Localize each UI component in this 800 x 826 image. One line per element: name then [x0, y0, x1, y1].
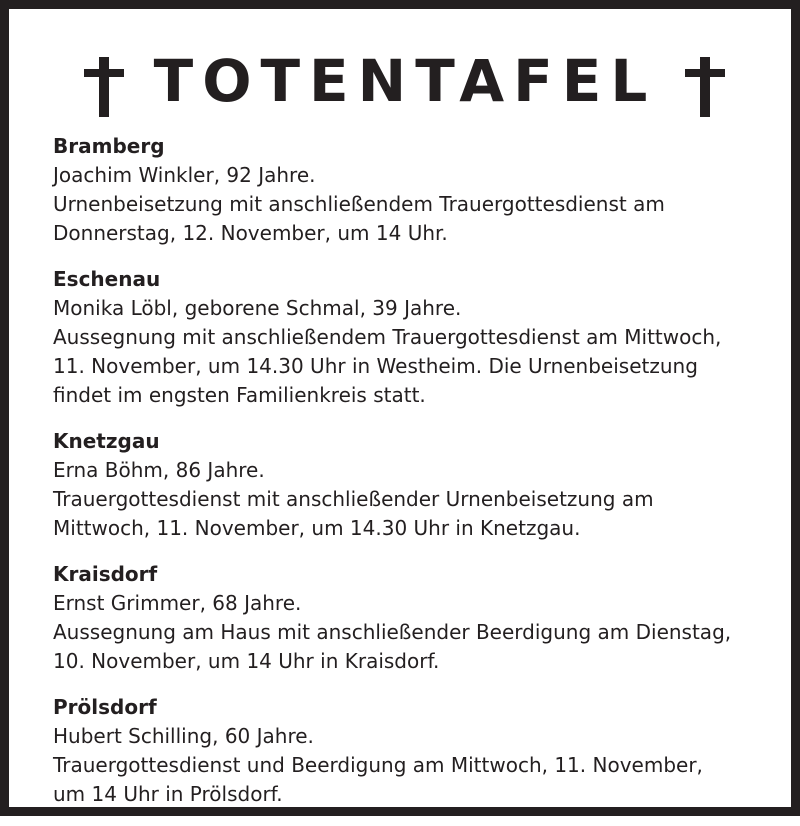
entry-place: Bramberg: [53, 134, 165, 158]
entry-name-line: Monika Löbl, geborene Schmal, 39 Jahre.: [53, 296, 462, 320]
entry-place: Knetzgau: [53, 429, 160, 453]
cross-icon: [685, 57, 725, 117]
entry-detail-line: Trauergottesdienst und Beerdigung am Mittwoch, 11. November,: [53, 753, 703, 777]
entry-name-line: Erna Böhm, 86 Jahre.: [53, 458, 265, 482]
obituary-entry: [53, 265, 761, 410]
obituary-entry: [53, 560, 761, 676]
obituary-entry: [53, 427, 761, 543]
entry-detail-line: um 14 Uhr in Prölsdorf.: [53, 782, 283, 806]
obituary-list: [53, 132, 761, 826]
entry-detail-line: Aussegnung am Haus mit anschließender Beerdigung am Dienstag,: [53, 620, 732, 644]
entry-detail-line: Aussegnung mit anschließendem Trauergottesdienst am Mittwoch,: [53, 325, 722, 349]
entry-place: Prölsdorf: [53, 695, 157, 719]
entry-detail-line: Mittwoch, 11. November, um 14.30 Uhr in Knetzgau.: [53, 516, 581, 540]
entry-name-line: Ernst Grimmer, 68 Jahre.: [53, 591, 302, 615]
entry-detail-line: Donnerstag, 12. November, um 14 Uhr.: [53, 221, 448, 245]
obituary-entry: [53, 693, 761, 809]
entry-place: Eschenau: [53, 267, 161, 291]
obituary-entry: [53, 132, 761, 248]
entry-detail-line: 10. November, um 14 Uhr in Kraisdorf.: [53, 649, 440, 673]
entry-detail-line: 11. November, um 14.30 Uhr in Westheim. Die Urnenbeisetzung: [53, 354, 698, 378]
entry-detail-line: Urnenbeisetzung mit anschließendem Trauergottesdienst am: [53, 192, 665, 216]
header: [18, 45, 782, 117]
page-title: TOTENTAFEL: [153, 47, 657, 115]
entry-name-line: Hubert Schilling, 60 Jahre.: [53, 724, 314, 748]
entry-detail-line: Trauergottesdienst mit anschließender Urnenbeisetzung am: [53, 487, 654, 511]
entry-detail-line: findet im engsten Familienkreis statt.: [53, 383, 426, 407]
entry-place: Kraisdorf: [53, 562, 158, 586]
entry-name-line: Joachim Winkler, 92 Jahre.: [53, 163, 316, 187]
